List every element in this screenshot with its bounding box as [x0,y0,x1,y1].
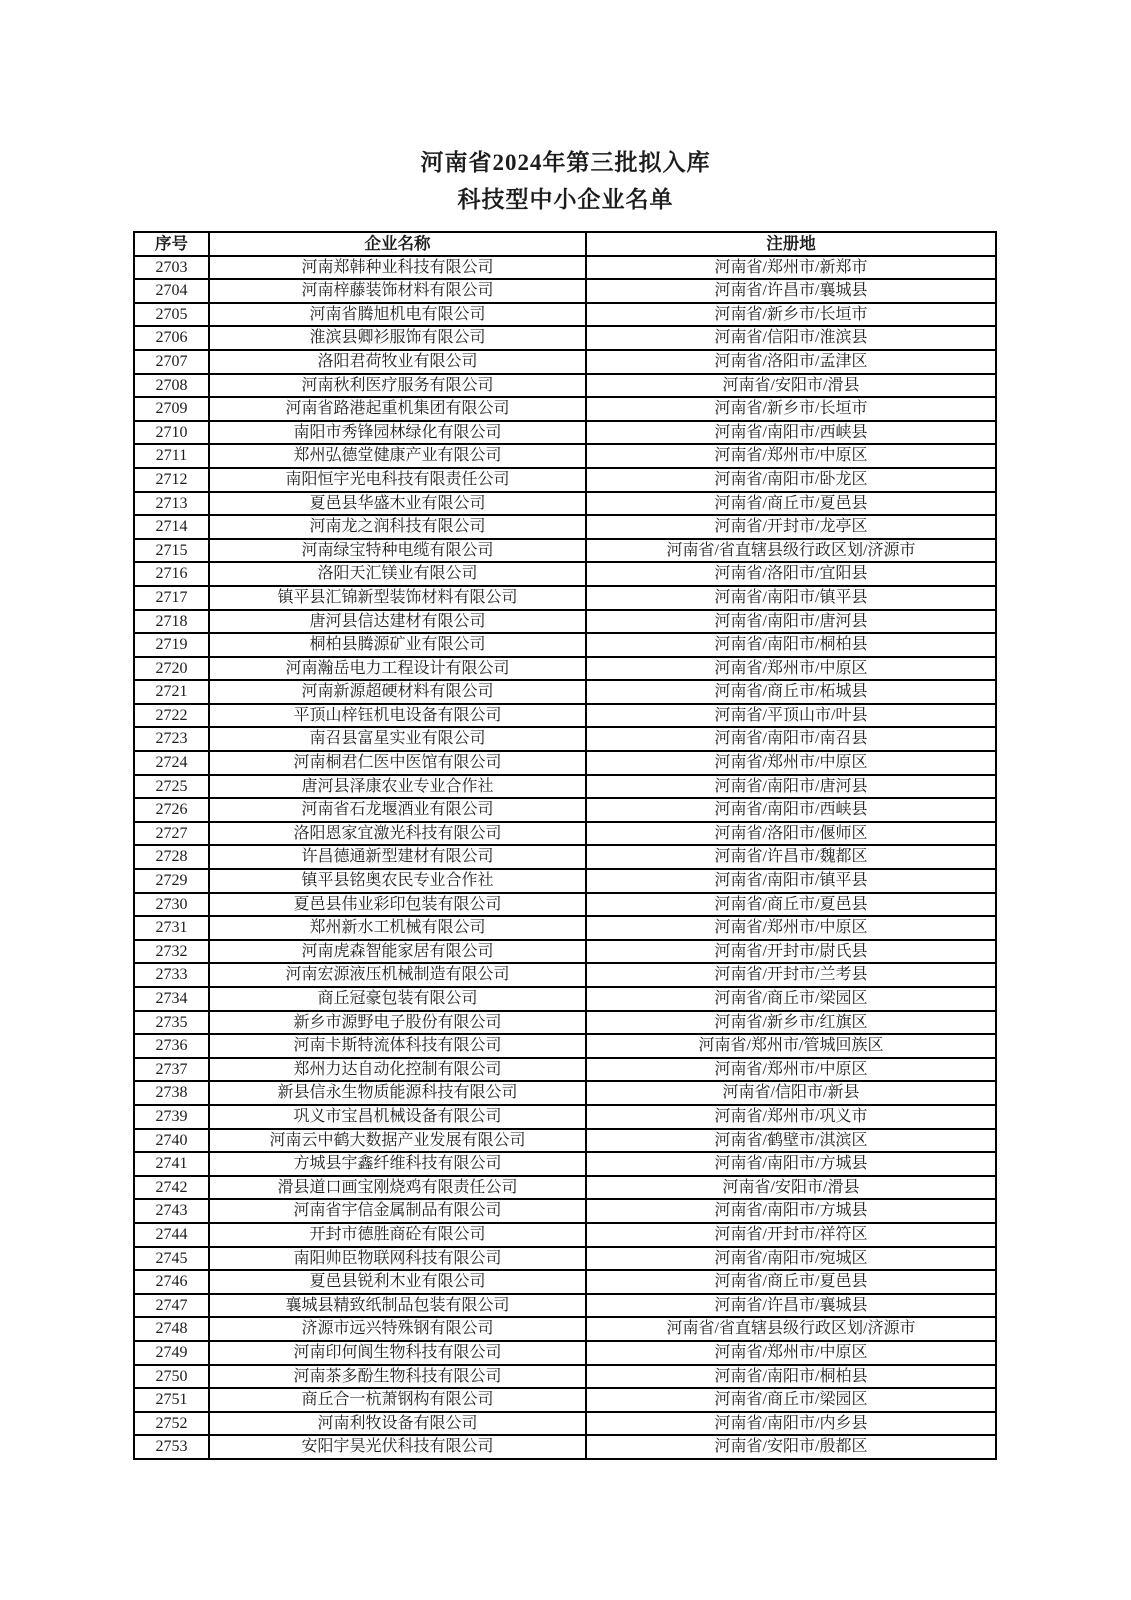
company-name-cell: 唐河县信达建材有限公司 [209,610,586,634]
registration-cell: 河南省/郑州市/管城回族区 [586,1034,996,1058]
serial-cell: 2716 [134,562,209,586]
company-name-cell: 河南省路港起重机集团有限公司 [209,397,586,421]
registration-cell: 河南省/南阳市/桐柏县 [586,633,996,657]
serial-cell: 2748 [134,1317,209,1341]
company-name-cell: 平顶山梓钰机电设备有限公司 [209,704,586,728]
serial-cell: 2739 [134,1105,209,1129]
registration-cell: 河南省/商丘市/梁园区 [586,1388,996,1412]
header-serial: 序号 [134,232,209,256]
serial-cell: 2741 [134,1152,209,1176]
table-row [134,704,996,728]
company-name-cell: 淮滨县卿衫服饰有限公司 [209,326,586,350]
company-name-cell: 许昌德通新型建材有限公司 [209,845,586,869]
table-row [134,279,996,303]
serial-cell: 2705 [134,303,209,327]
serial-cell: 2724 [134,751,209,775]
table-row [134,987,996,1011]
serial-cell: 2746 [134,1270,209,1294]
registration-cell: 河南省/南阳市/桐柏县 [586,1365,996,1389]
company-name-cell: 河南宏源液压机械制造有限公司 [209,963,586,987]
serial-cell: 2715 [134,539,209,563]
registration-cell: 河南省/许昌市/襄城县 [586,1294,996,1318]
registration-cell: 河南省/开封市/兰考县 [586,963,996,987]
table-row [134,468,996,492]
company-table [133,231,997,1460]
table-row [134,1058,996,1082]
table-header-row [134,232,996,256]
title-block [0,0,1131,218]
registration-cell: 河南省/郑州市/中原区 [586,657,996,681]
table-row [134,1388,996,1412]
table-row [134,1435,996,1459]
registration-cell: 河南省/商丘市/柘城县 [586,680,996,704]
serial-cell: 2752 [134,1412,209,1436]
company-name-cell: 河南瀚岳电力工程设计有限公司 [209,657,586,681]
table-row [134,539,996,563]
company-name-cell: 夏邑县伟业彩印包装有限公司 [209,893,586,917]
table-row [134,798,996,822]
company-name-cell: 河南茶多酚生物科技有限公司 [209,1365,586,1389]
registration-cell: 河南省/信阳市/新县 [586,1081,996,1105]
table-row [134,893,996,917]
registration-cell: 河南省/洛阳市/宜阳县 [586,562,996,586]
company-name-cell: 济源市远兴特殊钢有限公司 [209,1317,586,1341]
registration-cell: 河南省/安阳市/殷都区 [586,1435,996,1459]
registration-cell: 河南省/许昌市/襄城县 [586,279,996,303]
registration-cell: 河南省/信阳市/淮滨县 [586,326,996,350]
registration-cell: 河南省/郑州市/中原区 [586,916,996,940]
registration-cell: 河南省/郑州市/中原区 [586,444,996,468]
serial-cell: 2753 [134,1435,209,1459]
serial-cell: 2747 [134,1294,209,1318]
company-name-cell: 河南虎森智能家居有限公司 [209,940,586,964]
serial-cell: 2723 [134,727,209,751]
company-name-cell: 河南省宇信金属制品有限公司 [209,1199,586,1223]
table-row [134,1176,996,1200]
table-row [134,1223,996,1247]
registration-cell: 河南省/许昌市/魏都区 [586,845,996,869]
company-name-cell: 商丘冠豪包装有限公司 [209,987,586,1011]
serial-cell: 2728 [134,845,209,869]
table-row [134,586,996,610]
table-row [134,256,996,280]
registration-cell: 河南省/郑州市/中原区 [586,1341,996,1365]
registration-cell: 河南省/南阳市/唐河县 [586,610,996,634]
serial-cell: 2703 [134,256,209,280]
registration-cell: 河南省/省直辖县级行政区划/济源市 [586,1317,996,1341]
serial-cell: 2717 [134,586,209,610]
serial-cell: 2712 [134,468,209,492]
registration-cell: 河南省/洛阳市/孟津区 [586,350,996,374]
company-name-cell: 唐河县泽康农业专业合作社 [209,775,586,799]
company-name-cell: 洛阳君荷牧业有限公司 [209,350,586,374]
serial-cell: 2749 [134,1341,209,1365]
registration-cell: 河南省/洛阳市/偃师区 [586,822,996,846]
table-row [134,869,996,893]
registration-cell: 河南省/开封市/龙亭区 [586,515,996,539]
serial-cell: 2729 [134,869,209,893]
serial-cell: 2726 [134,798,209,822]
registration-cell: 河南省/平顶山市/叶县 [586,704,996,728]
company-name-cell: 新县信永生物质能源科技有限公司 [209,1081,586,1105]
serial-cell: 2744 [134,1223,209,1247]
company-name-cell: 河南卡斯特流体科技有限公司 [209,1034,586,1058]
company-name-cell: 郑州新水工机械有限公司 [209,916,586,940]
serial-cell: 2736 [134,1034,209,1058]
serial-cell: 2708 [134,374,209,398]
registration-cell: 河南省/新乡市/长垣市 [586,397,996,421]
table-row [134,845,996,869]
table-row [134,1294,996,1318]
registration-cell: 河南省/南阳市/西峡县 [586,421,996,445]
serial-cell: 2743 [134,1199,209,1223]
table-row [134,751,996,775]
table-row [134,1341,996,1365]
serial-cell: 2732 [134,940,209,964]
table-row [134,1270,996,1294]
company-name-cell: 南召县富星实业有限公司 [209,727,586,751]
serial-cell: 2750 [134,1365,209,1389]
serial-cell: 2718 [134,610,209,634]
company-name-cell: 郑州弘德堂健康产业有限公司 [209,444,586,468]
table-row [134,515,996,539]
registration-cell: 河南省/南阳市/宛城区 [586,1247,996,1271]
serial-cell: 2751 [134,1388,209,1412]
serial-cell: 2711 [134,444,209,468]
registration-cell: 河南省/南阳市/唐河县 [586,775,996,799]
table-row [134,775,996,799]
table-row [134,822,996,846]
registration-cell: 河南省/新乡市/红旗区 [586,1011,996,1035]
serial-cell: 2709 [134,397,209,421]
registration-cell: 河南省/商丘市/夏邑县 [586,893,996,917]
registration-cell: 河南省/新乡市/长垣市 [586,303,996,327]
serial-cell: 2707 [134,350,209,374]
table-row [134,940,996,964]
company-name-cell: 滑县道口画宝刚烧鸡有限责任公司 [209,1176,586,1200]
registration-cell: 河南省/南阳市/方城县 [586,1152,996,1176]
registration-cell: 河南省/商丘市/夏邑县 [586,1270,996,1294]
company-name-cell: 洛阳恩家宜激光科技有限公司 [209,822,586,846]
registration-cell: 河南省/南阳市/方城县 [586,1199,996,1223]
table-row [134,374,996,398]
company-name-cell: 开封市德胜商砼有限公司 [209,1223,586,1247]
table-row [134,610,996,634]
company-name-cell: 巩义市宝昌机械设备有限公司 [209,1105,586,1129]
company-name-cell: 河南省石龙堰酒业有限公司 [209,798,586,822]
serial-cell: 2740 [134,1129,209,1153]
serial-cell: 2719 [134,633,209,657]
serial-cell: 2745 [134,1247,209,1271]
serial-cell: 2735 [134,1011,209,1035]
table-body [134,256,996,1459]
table-row [134,1365,996,1389]
company-name-cell: 河南利牧设备有限公司 [209,1412,586,1436]
table-row [134,1034,996,1058]
registration-cell: 河南省/南阳市/镇平县 [586,869,996,893]
table-row [134,680,996,704]
company-name-cell: 桐柏县腾源矿业有限公司 [209,633,586,657]
company-name-cell: 商丘合一杭萧钢构有限公司 [209,1388,586,1412]
serial-cell: 2738 [134,1081,209,1105]
company-name-cell: 河南印何阆生物科技有限公司 [209,1341,586,1365]
registration-cell: 河南省/开封市/祥符区 [586,1223,996,1247]
serial-cell: 2742 [134,1176,209,1200]
table-row [134,1152,996,1176]
company-name-cell: 河南省腾旭机电有限公司 [209,303,586,327]
table-row [134,963,996,987]
company-name-cell: 方城县宇鑫纤维科技有限公司 [209,1152,586,1176]
table-row [134,1199,996,1223]
table-row [134,916,996,940]
serial-cell: 2704 [134,279,209,303]
serial-cell: 2722 [134,704,209,728]
table-row [134,350,996,374]
company-name-cell: 河南绿宝特种电缆有限公司 [209,539,586,563]
serial-cell: 2734 [134,987,209,1011]
registration-cell: 河南省/郑州市/巩义市 [586,1105,996,1129]
serial-cell: 2733 [134,963,209,987]
registration-cell: 河南省/省直辖县级行政区划/济源市 [586,539,996,563]
registration-cell: 河南省/商丘市/夏邑县 [586,492,996,516]
table-row [134,303,996,327]
table-row [134,1105,996,1129]
table-row [134,1129,996,1153]
registration-cell: 河南省/安阳市/滑县 [586,374,996,398]
table-row [134,421,996,445]
registration-cell: 河南省/南阳市/内乡县 [586,1412,996,1436]
serial-cell: 2710 [134,421,209,445]
company-name-cell: 河南云中鹤大数据产业发展有限公司 [209,1129,586,1153]
table-row [134,1317,996,1341]
company-name-cell: 镇平县汇锦新型装饰材料有限公司 [209,586,586,610]
registration-cell: 河南省/南阳市/西峡县 [586,798,996,822]
company-name-cell: 郑州力达自动化控制有限公司 [209,1058,586,1082]
registration-cell: 河南省/南阳市/南召县 [586,727,996,751]
company-name-cell: 夏邑县华盛木业有限公司 [209,492,586,516]
company-name-cell: 河南新源超硬材料有限公司 [209,680,586,704]
registration-cell: 河南省/鹤壁市/淇滨区 [586,1129,996,1153]
registration-cell: 河南省/南阳市/镇平县 [586,586,996,610]
company-name-cell: 新乡市源野电子股份有限公司 [209,1011,586,1035]
registration-cell: 河南省/安阳市/滑县 [586,1176,996,1200]
company-name-cell: 河南郑韩种业科技有限公司 [209,256,586,280]
registration-cell: 河南省/郑州市/中原区 [586,751,996,775]
serial-cell: 2727 [134,822,209,846]
registration-cell: 河南省/开封市/尉氏县 [586,940,996,964]
table-row [134,1247,996,1271]
table-row [134,727,996,751]
document-title-line1: 河南省2024年第三批拟入库 [420,150,711,175]
serial-cell: 2725 [134,775,209,799]
registration-cell: 河南省/商丘市/梁园区 [586,987,996,1011]
serial-cell: 2737 [134,1058,209,1082]
table-row [134,397,996,421]
table-row [134,492,996,516]
table-row [134,562,996,586]
header-company-name: 企业名称 [209,232,586,256]
serial-cell: 2721 [134,680,209,704]
table-row [134,1011,996,1035]
serial-cell: 2720 [134,657,209,681]
company-name-cell: 洛阳天汇镁业有限公司 [209,562,586,586]
table-row [134,1081,996,1105]
document-title-line2: 科技型中小企业名单 [457,187,674,212]
company-name-cell: 河南桐君仁医中医馆有限公司 [209,751,586,775]
company-name-cell: 河南龙之润科技有限公司 [209,515,586,539]
company-name-cell: 南阳恒宇光电科技有限责任公司 [209,468,586,492]
serial-cell: 2730 [134,893,209,917]
registration-cell: 河南省/郑州市/新郑市 [586,256,996,280]
table-row [134,444,996,468]
table-row [134,657,996,681]
table-row [134,1412,996,1436]
company-name-cell: 河南秋利医疗服务有限公司 [209,374,586,398]
serial-cell: 2706 [134,326,209,350]
header-registration: 注册地 [586,232,996,256]
table-row [134,633,996,657]
serial-cell: 2714 [134,515,209,539]
company-name-cell: 襄城县精致纸制品包装有限公司 [209,1294,586,1318]
company-name-cell: 镇平县铭奥农民专业合作社 [209,869,586,893]
serial-cell: 2713 [134,492,209,516]
table-row [134,326,996,350]
company-name-cell: 夏邑县锐利木业有限公司 [209,1270,586,1294]
company-name-cell: 南阳市秀锋园林绿化有限公司 [209,421,586,445]
registration-cell: 河南省/郑州市/中原区 [586,1058,996,1082]
company-name-cell: 河南梓藤装饰材料有限公司 [209,279,586,303]
serial-cell: 2731 [134,916,209,940]
company-name-cell: 南阳帅臣物联网科技有限公司 [209,1247,586,1271]
registration-cell: 河南省/南阳市/卧龙区 [586,468,996,492]
company-name-cell: 安阳宇昊光伏科技有限公司 [209,1435,586,1459]
